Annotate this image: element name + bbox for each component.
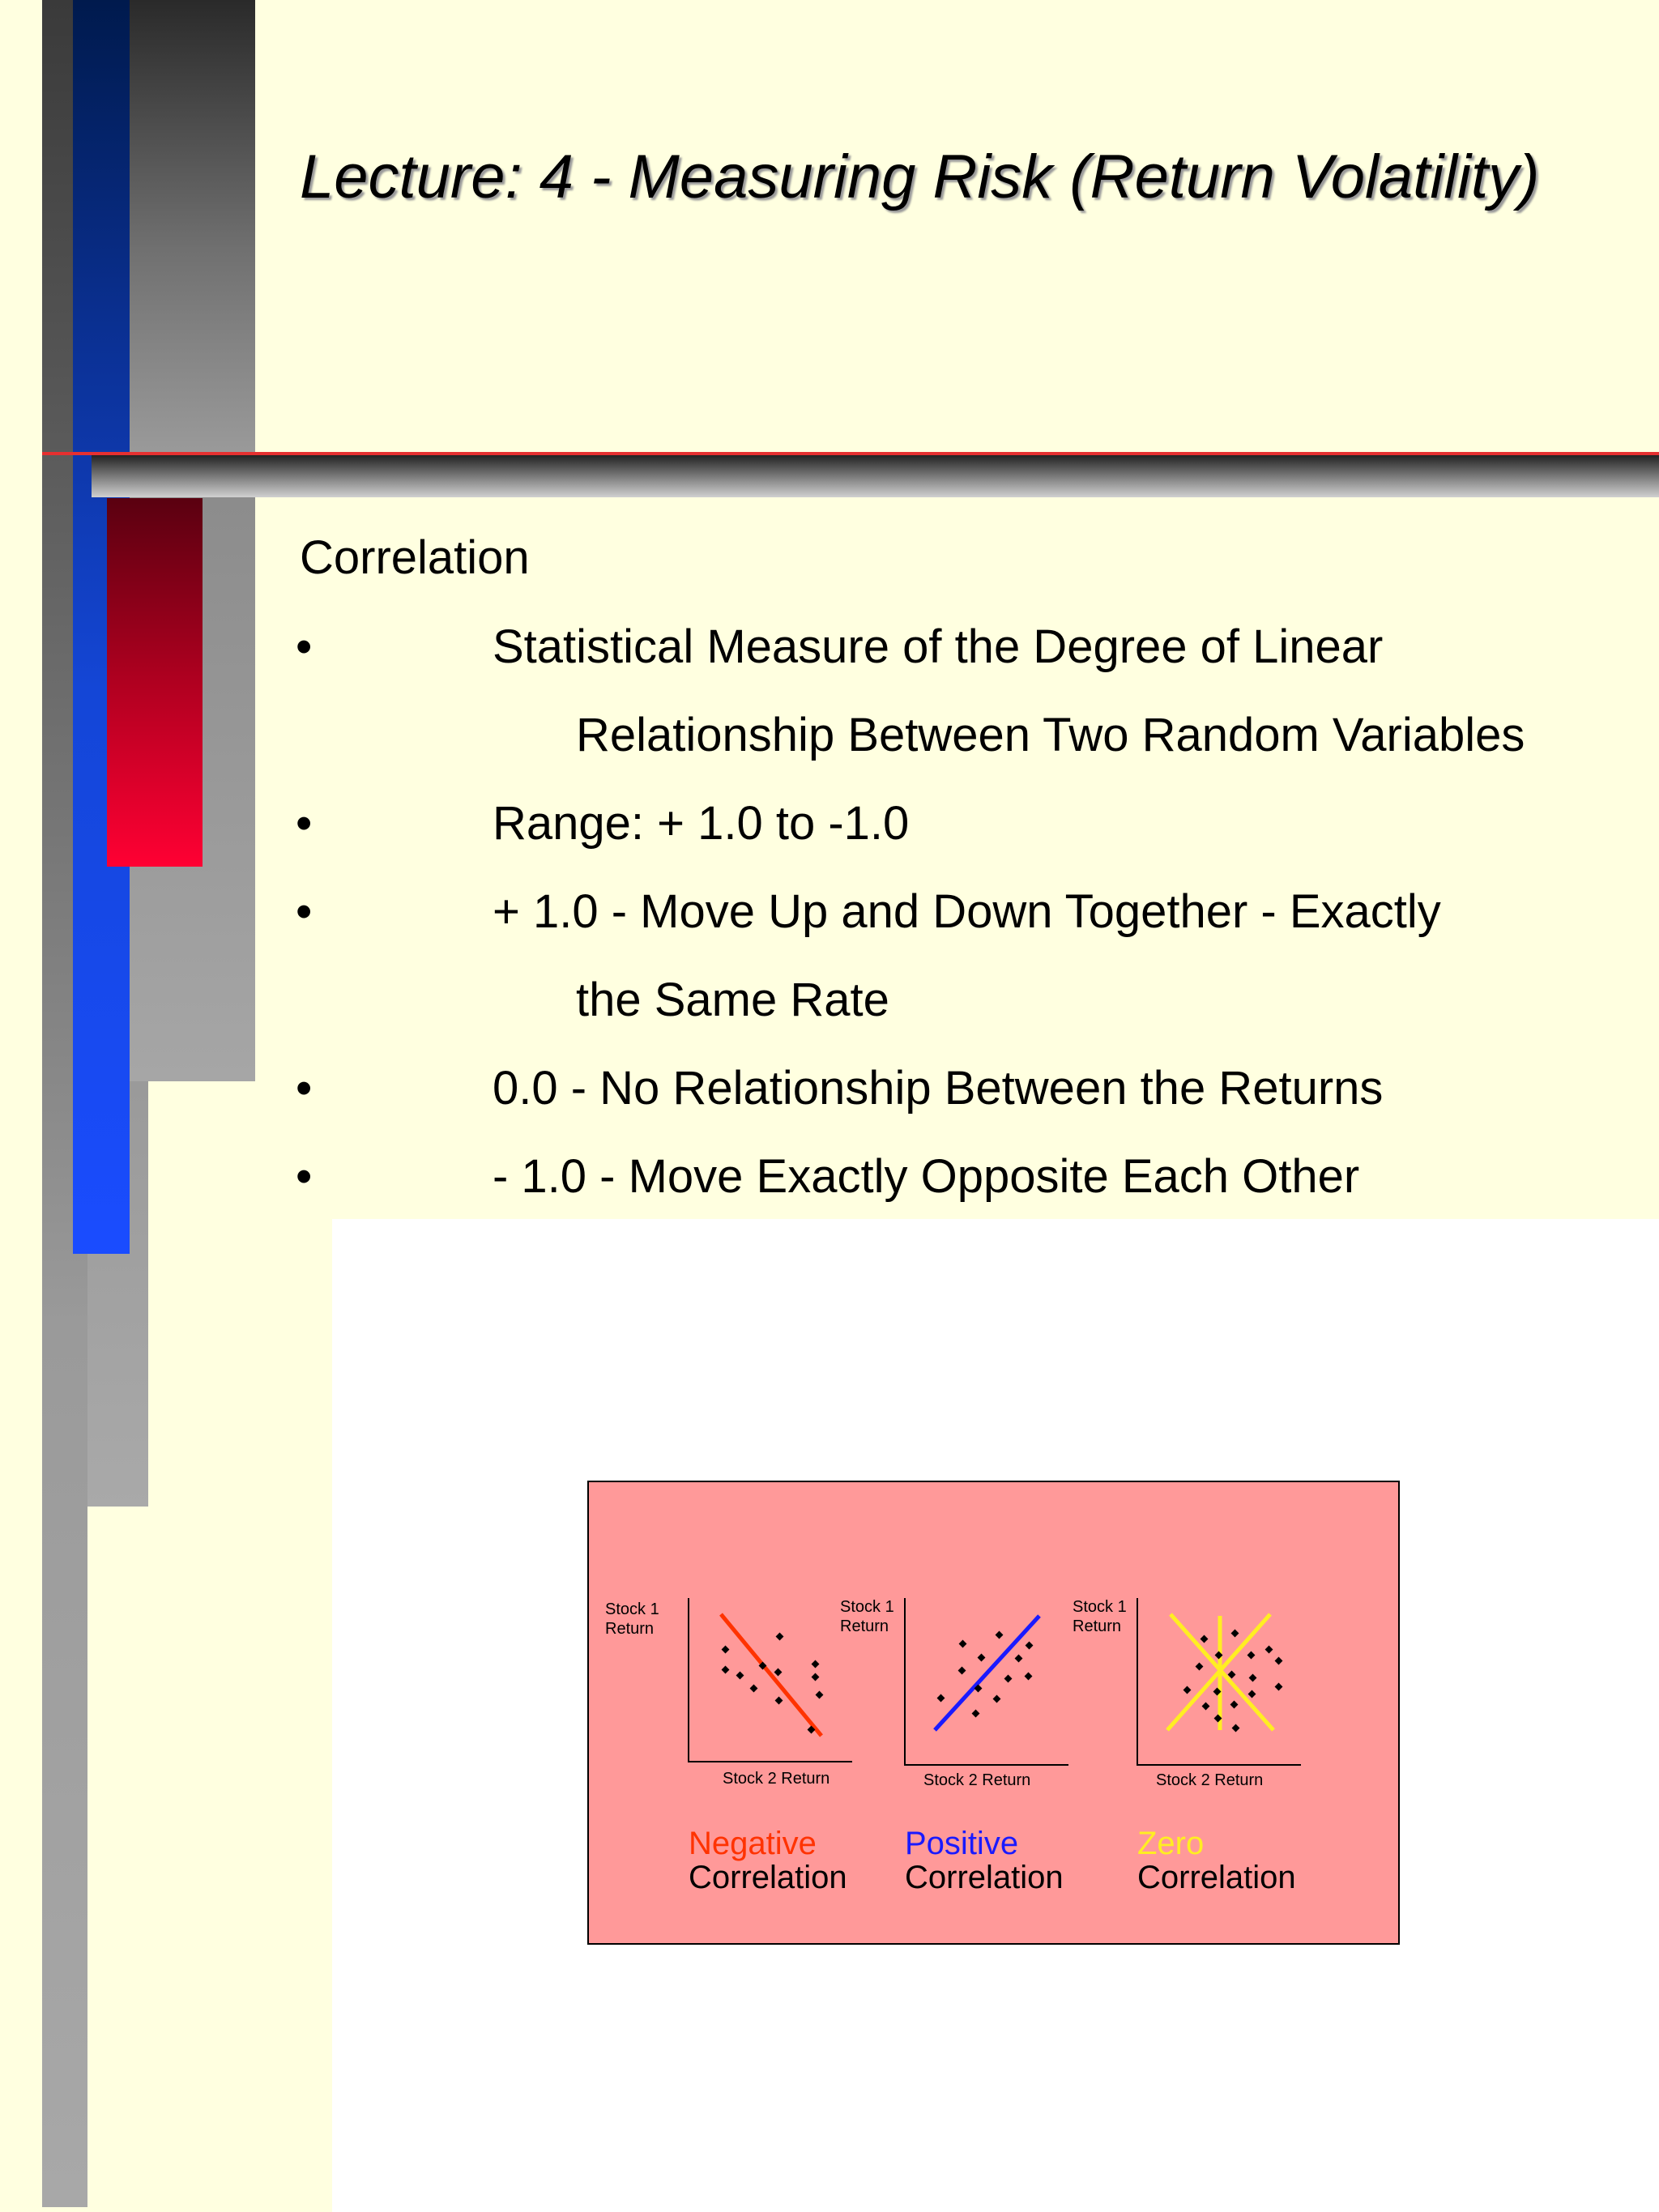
y-axis-label: Return [605, 1620, 655, 1638]
caption-word: Negative [689, 1826, 817, 1861]
positive-correlation-panel [840, 1598, 1068, 1789]
negative-correlation-panel [605, 1598, 852, 1788]
bullet-text: + 1.0 - Move Up and Down Together - Exactly [493, 885, 1441, 938]
bullet-text-continued: the Same Rate [576, 974, 889, 1026]
caption-label: Correlation [905, 1860, 1064, 1895]
axes [905, 1598, 1068, 1765]
slide-title: Lecture: 4 - Measuring Risk (Return Volatility) [300, 143, 1540, 211]
bullet-marker: • [296, 885, 313, 938]
bullet-marker: • [296, 1062, 313, 1115]
y-axis-label: Return [840, 1617, 889, 1635]
bullet-marker: • [296, 1150, 313, 1203]
bullet-text: Range: + 1.0 to -1.0 [493, 797, 910, 850]
positive-correlation-caption [905, 1826, 1064, 1894]
x-axis-label: Stock 2 Return [1156, 1771, 1264, 1789]
decor-horizontal-bar [92, 455, 1659, 497]
bullet-text-continued: Relationship Between Two Random Variables [576, 709, 1525, 761]
section-heading: Correlation [300, 531, 530, 584]
bullet-text: 0.0 - No Relationship Between the Returns [493, 1062, 1384, 1115]
bullet-marker: • [296, 620, 313, 673]
y-axis-label: Return [1073, 1617, 1122, 1635]
bullet-text: Statistical Measure of the Degree of Linear [493, 620, 1384, 673]
caption-word: Positive [905, 1826, 1019, 1861]
zero-correlation-panel [1073, 1598, 1301, 1789]
positive-trend-line [935, 1616, 1039, 1730]
zero-correlation-caption [1137, 1826, 1296, 1894]
caption-label: Correlation [689, 1860, 847, 1895]
negative-trend-line [721, 1614, 821, 1736]
axes [689, 1598, 852, 1762]
y-axis-label: Stock 1 [605, 1600, 659, 1618]
decor-red-bar [107, 498, 203, 867]
correlation-figure [587, 1481, 1400, 1945]
y-axis-label: Stock 1 [1073, 1598, 1127, 1616]
caption-label: Correlation [1137, 1860, 1296, 1895]
negative-correlation-caption [689, 1826, 847, 1894]
x-axis-label: Stock 2 Return [723, 1770, 830, 1788]
x-axis-label: Stock 2 Return [923, 1771, 1031, 1789]
bullet-marker: • [296, 797, 313, 850]
caption-word: Zero [1137, 1826, 1205, 1861]
zero-trend-lines [1167, 1614, 1273, 1730]
bullet-text: - 1.0 - Move Exactly Opposite Each Other [493, 1150, 1360, 1203]
y-axis-label: Stock 1 [840, 1598, 894, 1616]
